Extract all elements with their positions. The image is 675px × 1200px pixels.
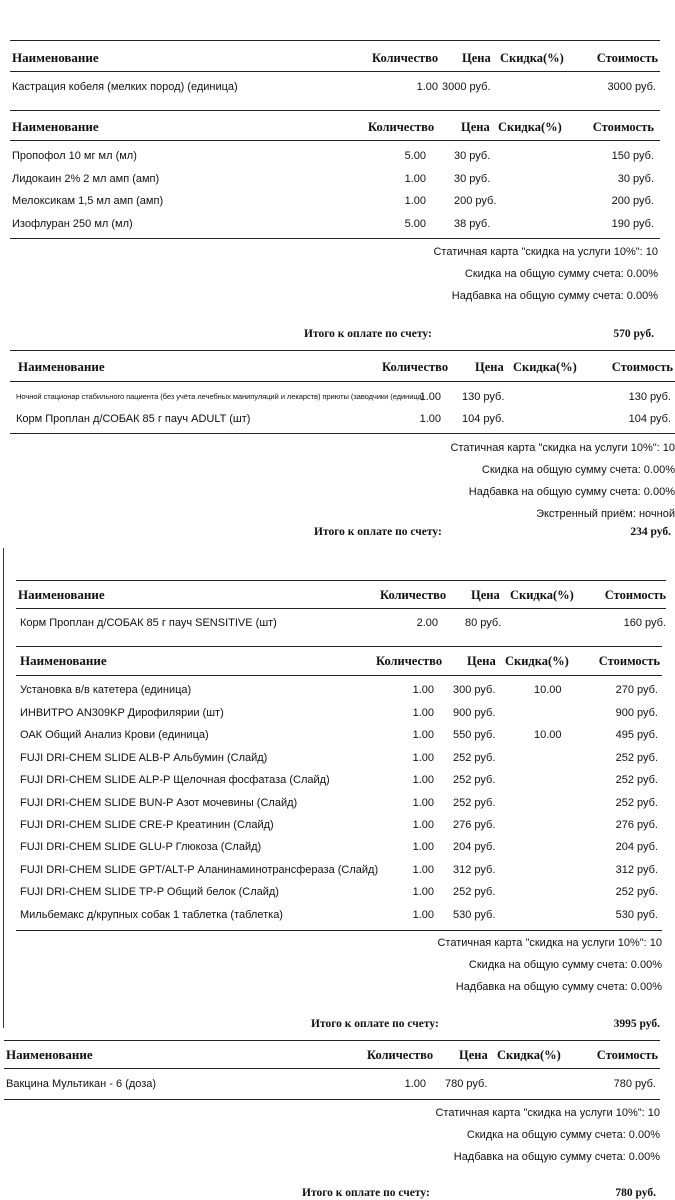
header-cost: Стоимость: [611, 360, 673, 374]
total-value: 780 руб.: [615, 1187, 656, 1199]
item-price: 130 руб.: [462, 391, 505, 403]
summary-section: [450, 437, 675, 525]
header-row: [10, 117, 660, 137]
item-name: FUJI DRI-CHEM SLIDE TP-P Общий белок (Слайд): [20, 886, 279, 898]
total-markup-line: Надбавка на общую сумму счета: 0.00%: [453, 1151, 660, 1163]
item-cost: 150 руб.: [611, 150, 654, 162]
total-discount-line: Скидка на общую сумму счета: 0.00%: [481, 464, 675, 476]
item-qty: 1.00: [412, 886, 434, 898]
item-name: Установка в/в катетера (единица): [20, 684, 192, 696]
item-name: Мильбемакс д/крупных собак 1 таблетка (таблетка): [20, 909, 283, 921]
header-discount: Скидка(%): [498, 120, 562, 134]
top-rule: [4, 1040, 660, 1041]
card-discount-line: Статичная карта "скидка на услуги 10%": 10: [435, 1107, 660, 1119]
total-value: 570 руб.: [613, 328, 654, 340]
header-cost: Стоимость: [596, 51, 658, 65]
item-cost: 204 руб.: [615, 841, 658, 853]
header-name: Наименование: [12, 119, 99, 134]
item-qty: 1.00: [412, 864, 434, 876]
items-rule: [4, 1099, 660, 1100]
item-cost: 3000 руб.: [607, 81, 656, 93]
item-price: 780 руб.: [445, 1078, 488, 1090]
header-row: [16, 651, 662, 671]
header-name: Наименование: [6, 1047, 93, 1062]
item-name: Изофлуран 250 мл (мл): [12, 218, 133, 230]
header-cost: Стоимость: [592, 120, 654, 134]
table-row: [16, 882, 662, 902]
item-qty: 1.00: [412, 729, 434, 741]
header-row: [16, 585, 666, 605]
table-row: [10, 146, 660, 166]
header-rule: [10, 71, 660, 72]
header-discount: Скидка(%): [513, 360, 577, 374]
item-qty: 2.00: [416, 617, 438, 629]
total-discount-line: Скидка на общую сумму счета: 0.00%: [466, 1129, 660, 1141]
invoice-block-3: [10, 350, 675, 545]
item-name: ОАК Общий Анализ Крови (единица): [20, 729, 209, 741]
table-row: [16, 905, 662, 925]
header-qty: Количество: [367, 1048, 434, 1062]
item-price: 30 руб.: [454, 150, 491, 162]
item-price: 276 руб.: [453, 819, 496, 831]
invoice-block-1: [10, 40, 660, 102]
item-price: 900 руб.: [453, 707, 496, 719]
summary-section: [433, 241, 658, 307]
item-name: Корм Проплан д/СОБАК 85 г пауч SENSITIVE (шт): [20, 617, 277, 629]
top-rule: [16, 580, 666, 581]
header-price: Цена: [459, 1048, 488, 1062]
item-name: ИНВИТРО AN309KP Дирофилярии (шт): [20, 707, 224, 719]
item-name: FUJI DRI-CHEM SLIDE ALB-P Альбумин (Слайд): [20, 752, 268, 764]
table-row: [16, 815, 662, 835]
item-price: 550 руб.: [453, 729, 496, 741]
header-price: Цена: [467, 654, 496, 668]
header-discount: Скидка(%): [500, 51, 564, 65]
header-cost: Стоимость: [596, 1048, 658, 1062]
item-qty: 1.00: [404, 195, 426, 207]
total-label: Итого к оплате по счету:: [304, 328, 432, 340]
table-row: [16, 703, 662, 723]
item-name: FUJI DRI-CHEM SLIDE GPT/ALT-P Аланинаминотрансфераза (Слайд): [20, 864, 379, 876]
table-row: [16, 613, 666, 633]
total-discount-line: Скидка на общую сумму счета: 0.00%: [464, 268, 658, 280]
table-row: [10, 77, 660, 97]
item-cost: 200 руб.: [611, 195, 654, 207]
item-price: 530 руб.: [453, 909, 496, 921]
item-qty: 1.00: [412, 819, 434, 831]
item-name: Кастрация кобеля (мелких пород) (единица): [12, 81, 238, 93]
item-cost: 900 руб.: [615, 707, 658, 719]
item-price: 252 руб.: [453, 752, 496, 764]
item-qty: 1.00: [419, 391, 441, 403]
header-price: Цена: [471, 588, 500, 602]
item-name: Лидокаин 2% 2 мл амп (амп): [12, 173, 160, 185]
item-cost: 160 руб.: [623, 617, 666, 629]
scan-edge-line: [3, 548, 4, 1028]
table-row: [16, 725, 662, 745]
item-discount: 10.00: [534, 684, 562, 696]
invoice-block-6: [4, 1040, 660, 1200]
item-qty: 1.00: [412, 841, 434, 853]
header-rule: [10, 140, 660, 141]
header-rule: [10, 381, 675, 382]
header-row: [10, 357, 675, 377]
item-price: 252 руб.: [453, 774, 496, 786]
item-price: 252 руб.: [453, 886, 496, 898]
item-name: Ночной стационар стабильного пациента (без учёта лечебных манипуляций и лекарств) приюты (заводчики (единица): [16, 392, 425, 401]
header-name: Наименование: [18, 587, 105, 602]
table-row: [16, 793, 662, 813]
invoice-block-2: [10, 110, 660, 345]
header-cost: Стоимость: [598, 654, 660, 668]
invoice-block-4: [16, 580, 666, 642]
item-cost: 252 руб.: [615, 774, 658, 786]
item-qty: 1.00: [404, 1078, 426, 1090]
card-discount-line: Статичная карта "скидка на услуги 10%": 10: [433, 246, 658, 258]
emergency-line: Экстренный приём: ночной: [536, 508, 675, 520]
header-cost: Стоимость: [604, 588, 666, 602]
item-cost: 190 руб.: [611, 218, 654, 230]
table-row: [10, 169, 660, 189]
total-discount-line: Скидка на общую сумму счета: 0.00%: [468, 959, 662, 971]
item-price: 3000 руб.: [442, 81, 491, 93]
top-rule: [10, 110, 660, 111]
item-qty: 1.00: [412, 752, 434, 764]
item-price: 30 руб.: [454, 173, 491, 185]
items-rule: [10, 238, 660, 239]
table-row: [16, 860, 662, 880]
total-markup-line: Надбавка на общую сумму счета: 0.00%: [451, 290, 658, 302]
header-price: Цена: [461, 120, 490, 134]
item-discount: 10.00: [534, 729, 562, 741]
header-discount: Скидка(%): [505, 654, 569, 668]
table-row: [16, 748, 662, 768]
item-cost: 270 руб.: [615, 684, 658, 696]
item-cost: 530 руб.: [615, 909, 658, 921]
header-qty: Количество: [382, 360, 449, 374]
table-row: [10, 409, 675, 429]
total-value: 234 руб.: [630, 526, 671, 538]
item-name: FUJI DRI-CHEM SLIDE GLU-P Глюкоза (Слайд): [20, 841, 262, 853]
header-row: [4, 1045, 660, 1065]
top-rule: [16, 646, 662, 647]
card-discount-line: Статичная карта "скидка на услуги 10%": 10: [437, 937, 662, 949]
header-qty: Количество: [380, 588, 447, 602]
items-rule: [10, 433, 675, 434]
summary-section: [435, 1102, 660, 1168]
header-price: Цена: [475, 360, 504, 374]
item-cost: 130 руб.: [628, 391, 671, 403]
table-row: [16, 837, 662, 857]
item-cost: 495 руб.: [615, 729, 658, 741]
header-qty: Количество: [368, 120, 435, 134]
item-cost: 104 руб.: [628, 413, 671, 425]
item-cost: 252 руб.: [615, 752, 658, 764]
item-cost: 252 руб.: [615, 797, 658, 809]
header-rule: [16, 608, 666, 609]
invoice-block-5: [16, 646, 662, 1036]
header-rule: [4, 1068, 660, 1069]
header-row: [10, 48, 660, 68]
item-name: FUJI DRI-CHEM SLIDE BUN-P Азот мочевины (Слайд): [20, 797, 298, 809]
table-row: [10, 387, 675, 407]
item-price: 200 руб.: [454, 195, 497, 207]
item-name: FUJI DRI-CHEM SLIDE ALP-P Щелочная фосфатаза (Слайд): [20, 774, 330, 786]
item-qty: 1.00: [412, 684, 434, 696]
header-price: Цена: [462, 51, 491, 65]
total-label: Итого к оплате по счету:: [314, 526, 442, 538]
total-value: 3995 руб.: [613, 1018, 660, 1030]
header-discount: Скидка(%): [497, 1048, 561, 1062]
header-name: Наименование: [12, 50, 99, 65]
item-price: 80 руб.: [465, 617, 502, 629]
item-name: Пропофол 10 мг мл (мл): [12, 150, 137, 162]
card-discount-line: Статичная карта "скидка на услуги 10%": 10: [450, 442, 675, 454]
item-qty: 1.00: [412, 774, 434, 786]
item-qty: 1.00: [416, 81, 438, 93]
item-cost: 252 руб.: [615, 886, 658, 898]
item-name: Корм Проплан д/СОБАК 85 г пауч ADULT (шт): [16, 413, 251, 425]
summary-section: [437, 932, 662, 998]
item-qty: 5.00: [404, 218, 426, 230]
table-row: [4, 1074, 660, 1094]
item-cost: 276 руб.: [615, 819, 658, 831]
header-rule: [16, 675, 662, 676]
table-row: [10, 191, 660, 211]
item-price: 300 руб.: [453, 684, 496, 696]
item-qty: 5.00: [404, 150, 426, 162]
item-qty: 1.00: [412, 797, 434, 809]
total-markup-line: Надбавка на общую сумму счета: 0.00%: [455, 981, 662, 993]
item-price: 312 руб.: [453, 864, 496, 876]
item-cost: 780 руб.: [613, 1078, 656, 1090]
header-qty: Количество: [376, 654, 443, 668]
item-name: FUJI DRI-CHEM SLIDE CRE-P Креатинин (Слайд): [20, 819, 274, 831]
table-row: [16, 680, 662, 700]
item-qty: 1.00: [412, 909, 434, 921]
item-name: Мелоксикам 1,5 мл амп (амп): [12, 195, 164, 207]
header-name: Наименование: [20, 653, 107, 668]
item-price: 38 руб.: [454, 218, 491, 230]
item-qty: 1.00: [419, 413, 441, 425]
item-name: Вакцина Мультикан - 6 (доза): [6, 1078, 157, 1090]
item-price: 252 руб.: [453, 797, 496, 809]
top-rule: [10, 350, 675, 351]
item-cost: 30 руб.: [617, 173, 654, 185]
item-price: 104 руб.: [462, 413, 505, 425]
item-price: 204 руб.: [453, 841, 496, 853]
top-rule: [10, 40, 660, 41]
table-row: [10, 214, 660, 234]
item-qty: 1.00: [404, 173, 426, 185]
item-cost: 312 руб.: [615, 864, 658, 876]
total-label: Итого к оплате по счету:: [311, 1018, 439, 1030]
header-name: Наименование: [18, 359, 105, 374]
total-markup-line: Надбавка на общую сумму счета: 0.00%: [468, 486, 675, 498]
header-qty: Количество: [372, 51, 439, 65]
table-row: [16, 770, 662, 790]
item-qty: 1.00: [412, 707, 434, 719]
total-label: Итого к оплате по счету:: [302, 1187, 430, 1199]
items-rule: [16, 930, 662, 931]
header-discount: Скидка(%): [510, 588, 574, 602]
